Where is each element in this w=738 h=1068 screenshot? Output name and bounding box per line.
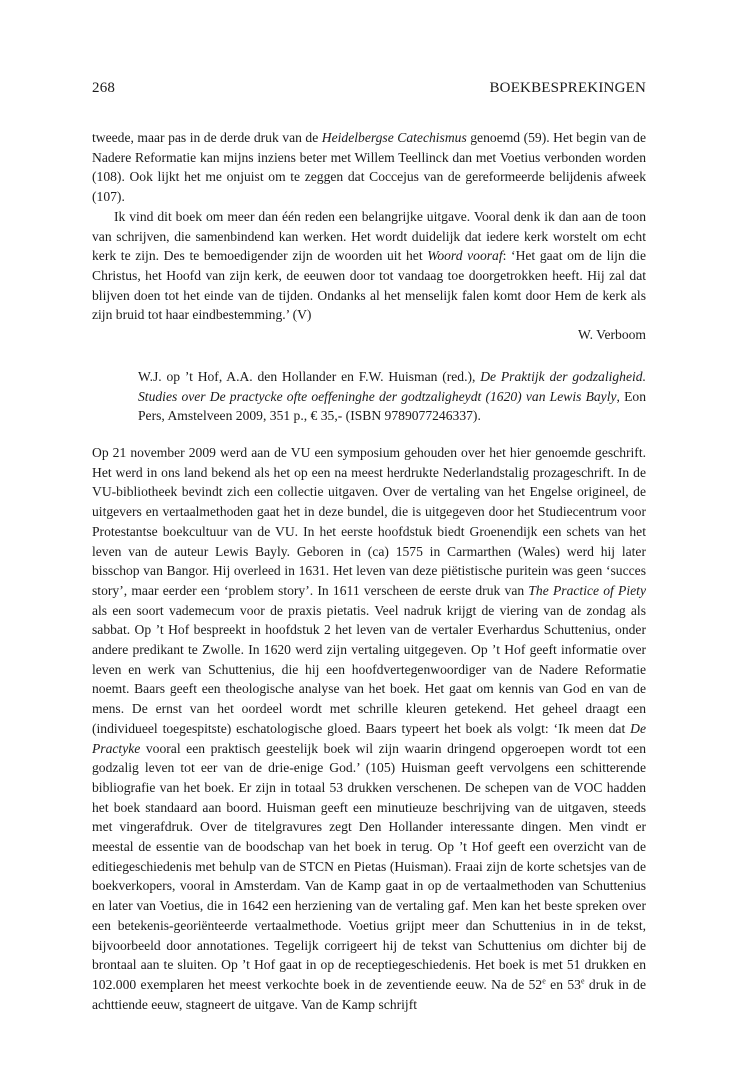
paragraph <box>138 367 646 426</box>
italic-title: Woord vooraf <box>427 248 503 264</box>
bibliographic-entry <box>138 367 646 426</box>
text-run: : ‘Het gaat om de lijn die Christus, het Hoofd van zijn kerk, de eeuwen door tot vandaag toe doorgetrokken heeft. Hij zal dat blijven doen tot het einde van de tijden. Ondanks al het menselijk falen komt door Hem de kerk als zijn bruid tot haar eindbestemming.’ (V) <box>92 248 646 323</box>
italic-title: The Practice of Piety <box>528 582 646 598</box>
text-run: tweede, maar pas in de derde druk van de <box>92 130 322 145</box>
italic-title: De Practyke <box>92 720 646 756</box>
text-run: als een soort vademecum voor de praxis pietatis. Veel nadruk krijgt de viering van de zondag als sabbat. Op ’t Hof bespreekt in hoofdstuk 2 het leven van de vertaler Everhardus Schuttenius, onder andere predikant te Zwolle. In 1620 werd zijn vertaling uitgegeven. Op ’t Hof geeft informatie over leven en werk van Schuttenius, die hij een hoofdvertegenwoordiger van de Nadere Reformatie noemt. Baars geeft een theologische analyse van het boek. Het gaat om kennis van God en van de mens. De ernst van het oordeel wordt met schrille kleuren getekend. Het geheel draagt een (individueel toegespitste) eschatologische gloed. Baars typeert het boek als volgt: ‘Ik meen dat <box>92 602 646 736</box>
page-number: 268 <box>92 80 116 96</box>
running-head <box>92 80 646 97</box>
text-run: druk in de achttiende eeuw, stagneert de uitgave. Van de Kamp schrijft <box>92 976 646 1012</box>
review-body <box>92 443 646 1014</box>
text-run: , Eon Pers, Amstelveen 2009, 351 p., € 35,- (ISBN 9789077246337). <box>138 388 646 424</box>
text-run: Op 21 november 2009 werd aan de VU een symposium gehouden over het hier genoemde geschrift. Het werd in ons land bekend als het op een na meest herdrukte Nederlandstalig prozageschrift. In de VU-bibliotheek bevindt zich een collectie uitgaven. Over de vertaling van het Engelse origineel, de uitgevers en vertaalmethoden gaat het in deze bundel, die is uitgegeven door het Studiecentrum voor Protestantse boekcultuur van de VU. In het eerste hoofdstuk biedt Groenendijk een schets van het leven van de auteur Lewis Bayly. Geboren in (ca) 1575 in Carmarthen (Wales) werd hij later bisschop van Bangor. Hij overleed in 1631. Het leven van deze piëtistische puritein was geen ‘succes story’, maar eerder een ‘problem story’. In 1611 verscheen de eerste druk van <box>92 445 646 598</box>
superscript: e <box>580 976 585 986</box>
text-run: Ik vind dit boek om meer dan één reden een belangrijke uitgave. Vooral denk ik dan aan de toon van schrijven, die samenbindend kan werken. Het wordt duidelijk dat iedere kerk worstelt om echt kerk te zijn. Des te bemoedigender zijn de woorden uit het <box>92 208 646 264</box>
text-run: genoemd (59). Het begin van de Nadere Reformatie kan mijns inziens beter met Willem Teellinck dan met Voetius verbonden worden (108). Ook lijkt het me onjuist om te zeggen dat Coccejus van de gereformeerde belijdenis afweek (107). <box>92 130 646 205</box>
text-run: vooral een praktisch geestelijk boek wil zijn waarin dringend opgeroepen wordt tot een godzalig leven tot eer van de drie-enige God.’ (105) Huisman geeft vervolgens een schitterende bibliografie van het boek. Er zijn in totaal 53 drukken verschenen. De schepen van de VOC hadden het boek standaard aan boord. Huisman geeft een minutieuze beschrijving van de uitgaven, steeds met vingerafdruk. Over de titelgravures zegt Den Hollander interessante dingen. Men vindt er meestal de essentie van de boodschap van het boek in terug. Op ’t Hof geeft een overzicht van de editiegeschiedenis met behulp van de STCN en Pietas (Huisman). Fraai zijn de korte schetsjes van de boekverkopers, vooral in Amsterdam. Van de Kamp gaat in op de vertaalmethoden van Schuttenius en later van Voetius, die in 1642 een herziening van de vertaling gaf. Men kan het beste spreken over een betekenis-georiënteerde vertaalmethode. Voetius grijpt meer dan Schuttenius in in de tekst, bijvoorbeeld door annotationes. Tegelijk corrigeert hij de tekst van Schuttenius om dichter bij de brontaal aan te sluiten. Op ’t Hof gaat in op de receptiegeschiedenis. Het boek is met 51 drukken en 102.000 exemplaren het meest verkochte boek in de zeventiende eeuw. Na de 52 <box>92 740 646 992</box>
paragraph <box>92 443 646 1014</box>
superscript: e <box>542 976 546 986</box>
text-run: en 53 <box>545 976 581 992</box>
reviewer-signature: W. Verboom <box>578 327 646 343</box>
review-continuation <box>92 128 646 345</box>
section-title: BOEKBESPREKINGEN <box>489 80 646 96</box>
italic-title: De Praktijk der godzaligheid. Studies over De practycke ofte oeffeninghe der godtzaligheydt (1620) van Lewis Bayly <box>138 369 646 404</box>
text-run: W.J. op ’t Hof, A.A. den Hollander en F.W. Huisman (red.), <box>138 369 481 384</box>
paragraph <box>92 207 646 325</box>
paragraph <box>92 128 646 207</box>
italic-title: Heidelbergse Catechismus <box>321 130 467 145</box>
